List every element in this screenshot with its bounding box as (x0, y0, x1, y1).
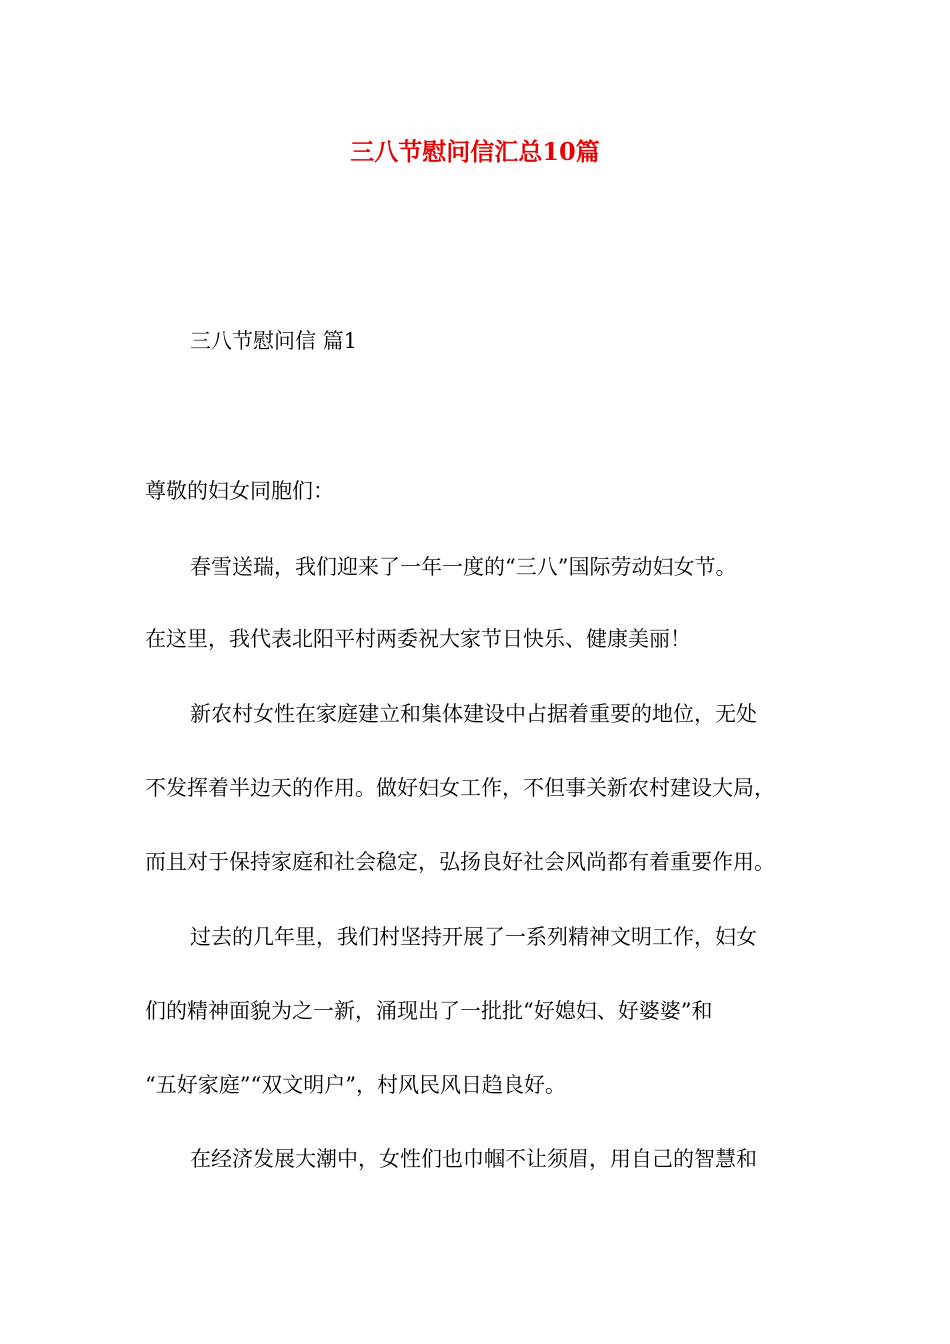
document-title: 三八节慰问信汇总10篇 (350, 137, 600, 166)
paragraph-line: 过去的几年里，我们村坚持开展了一系列精神文明工作，妇女 (190, 925, 757, 949)
paragraph-line: 在这里，我代表北阳平村两委祝大家节日快乐、健康美丽！ (145, 627, 691, 651)
paragraph-line: 不发挥着半边天的作用。做好妇女工作，不但事关新农村建设大局， (145, 776, 775, 800)
paragraph-line: “五好家庭”“双文明户”，村风民风日趋良好。 (145, 1073, 566, 1097)
section-heading: 三八节慰问信 篇1 (190, 329, 358, 353)
paragraph-line: 春雪送瑞，我们迎来了一年一度的“三八”国际劳动妇女节。 (190, 555, 737, 579)
paragraph-line: 在经济发展大潮中，女性们也巾帼不让须眉，用自己的智慧和 (190, 1147, 757, 1171)
paragraph-line: 新农村女性在家庭建立和集体建设中占据着重要的地位，无处 (190, 702, 757, 726)
paragraph-line: 而且对于保持家庭和社会稳定，弘扬良好社会风尚都有着重要作用。 (145, 850, 775, 874)
paragraph-line: 们的精神面貌为之一新，涌现出了一批批“好媳妇、好婆婆”和 (145, 999, 713, 1023)
salutation-line: 尊敬的妇女同胞们： (145, 479, 334, 503)
